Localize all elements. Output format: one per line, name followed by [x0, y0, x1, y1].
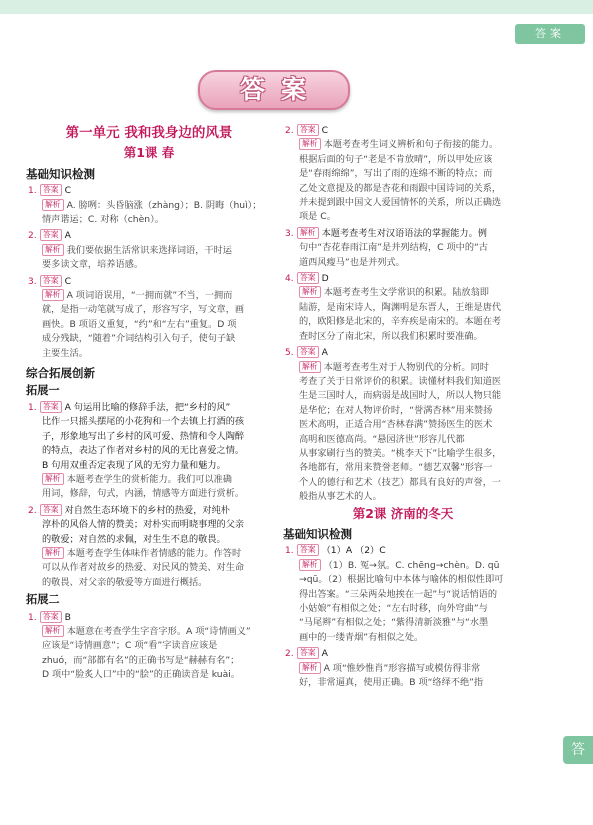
q3: 3. 答案 C 解析 A 项词语误用，“一拥而就”不当，一拥而 就，是指一动笔就写成了，形容写字，写文章，画 画快。B 项语义重复，“约”和“左右”重复。D 项 成分残缺，“随着”介词结构引入句子，使句子缺 主要生活。 — [28, 275, 245, 359]
q2: 2. 答案 A 解析 我们要依据生活常识来选择词语，干时运 要多读文章，培养语感。 — [28, 230, 232, 271]
q1-analysis: 解析 A. 膀咧：头昏脑涨（zhàng）；B. 阴晦（huì）； 情声谐运；C. 对称（chèn）。 — [42, 199, 262, 226]
q1: 1. 答案 C 解析 A. 膀咧：头昏脑涨（zhàng）；B. 阴晦（huì）； 情声谐运；C. 对称（chèn）。 — [26, 184, 272, 227]
unit-title: 第一单元 我和我身边的风景 — [65, 125, 233, 141]
right-column — [283, 124, 523, 692]
ext2-q1: 1. 答案 B 解析 本题意在考查学生字音字形。A 项“诗情画义” 应该是“诗情画意”；C 项“看”字读音应该是 zhuó，而“部都有名”的正确书写是“赫赫有名”； D 项中“脸炙人口”中的“脍”的正确读音是 kuài。 — [28, 611, 251, 681]
ext1-q1: 1. 答案 A 句运用比喻的修辞手法，把“乡村的风” 比作一只摇头摆尾的小花狗和一个去镇上打酒的孩 子，形象地写出了乡村的风可爱、热情和令人陶醉 的特点，表达了作者对乡村的风的无比喜爱之情。 B 句用双重否定表现了风的无穷力量和魅力。 解析 本题考查学生的赏析能力。我们可以准确 用词，修辞，句式，内涵，情感等方面进行赏析。 — [28, 401, 245, 500]
header-tab: 答案 — [515, 24, 585, 44]
r-q3: 3. 解析 本题考查考生对汉语语法的掌握能力。例 句中“杏花春雨江南”是并列结构，C 项中的“古 道西风瘦马”也是并列式。 — [285, 227, 488, 268]
top-strip — [0, 0, 593, 14]
l2-q2: 2. 答案 A 解析 A 项“惟妙惟肖”形容描写或模仿得非常 好，非常逼真，使用正确。B 项“络绎不绝”指 — [285, 648, 484, 689]
title-banner — [198, 70, 350, 110]
r-q5: 5. 答案 A 解析 本题考查考生对于人物别代的分析。同时 考查了关于日常评价的积累。读懂材料我们知道医 生是三国时人，而病弱是战国时人，所以人物只能 是华佗；在对人物评价时，“誉满杏林”用来赞扬 医术高明，正适合用“杏林春满”赞扬医生的医术 高明和医德高尚。“悬园济世”形容儿代都 从事家刷行当的赞美。“桃李天下”比喻学生很多， 各地都有，常用来赞誉老师。“德艺双馨”形容一 个人的德行和艺术（技艺）都具有良好的声誉，一 般指从事艺术的人。 — [285, 347, 502, 503]
lesson-title-2: 第2课 济南的冬天 — [352, 505, 454, 521]
banner-title: 答案 — [239, 75, 322, 104]
section-basic-2: 基础知识检测 — [283, 526, 352, 541]
lesson-title: 第1课 春 — [123, 145, 175, 161]
r-q2: 2. 答案 C 解析 本题考查考生词义辨析和句子衔接的能力。 根据后面的句子“老是不肯放晴”，所以甲处应该 是“春雨绵绵”，写出了雨的连绵不断的特点；而 乙处文意提及的都是杏花和雨跟中国诗词的关系， 并未提到跟中国文人爱国情怀的关系，所以正确选 项是 C。 — [285, 125, 502, 223]
extension-one: 拓展一 — [26, 383, 60, 397]
side-tab: 答 — [563, 736, 593, 764]
r-q4: 4. 答案 D 解析 本题考查考生文学常识的积累。陆放翁即 陆游，是南宋诗人，陶渊明是东晋人，王维是唐代 的，欧阳修是北宋的，辛弃疾是南宋的。本题在考 查时区分了南北宋，所以我们积累时要准确。 — [285, 273, 502, 342]
section-basic: 基础知识检测 — [26, 166, 95, 181]
l2-q1: 1. 答案 （1）A （2）C 解析 （1）B. 冤→氛。C. chēng→chèn。D. qū →qū。（2）根据比喻句中本体与喻体的相似性即可 得出答案。“三朵两朵地挨在一起”与“说话悄语的 小姑娘”有相似之处；“左右时移，向外穹曲”与 “马尾辫”有相似之处；“紫得清新淡雅”与“水墨 画中的一缕青烟”有相似之处。 — [285, 545, 504, 643]
left-column — [26, 124, 272, 685]
extension-two: 拓展二 — [26, 593, 60, 607]
section-extension: 综合拓展创新 — [26, 366, 95, 381]
ext1-q2: 2. 答案 对自然生态环境下的乡村的热爱，对纯朴 淳朴的风俗人情的赞美；对朴实而明晓事理的父亲 的敬爱；对自然的求佩，对生生不息的敬畏。 解析 本题考查学生体味作者情感的能力。作答时 可以从作者对故乡的热爱、对民风的赞美、对生命 的敬畏、对父亲的敬爱等方面进行概括。 — [28, 504, 245, 588]
